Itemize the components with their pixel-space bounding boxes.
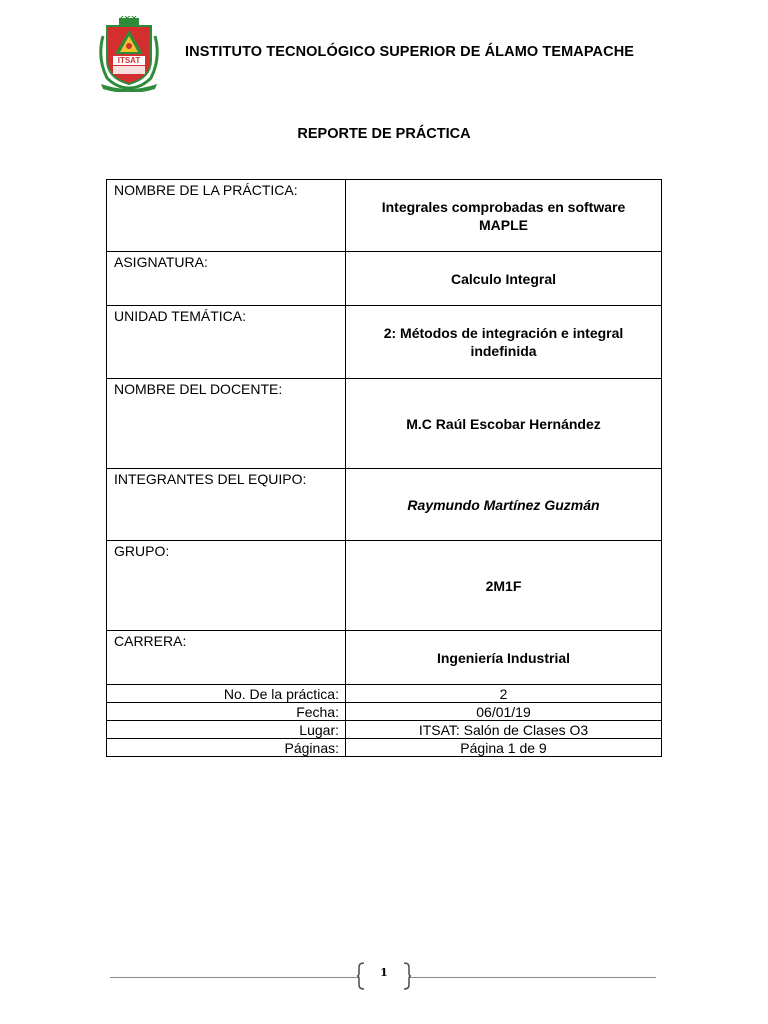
table-row <box>107 739 662 757</box>
table-row <box>107 685 662 703</box>
table-row <box>107 631 662 685</box>
table-row <box>107 306 662 379</box>
table-row <box>107 703 662 721</box>
row-label: INTEGRANTES DEL EQUIPO: <box>107 469 346 541</box>
report-title: REPORTE DE PRÁCTICA <box>297 126 471 142</box>
right-brace-icon <box>402 962 412 990</box>
report-info-table <box>106 179 662 757</box>
table-row <box>107 379 662 469</box>
pages: Página 1 de 9 <box>346 739 662 757</box>
practice-name: Integrales comprobadas en software MAPLE <box>346 180 662 252</box>
table-row <box>107 721 662 739</box>
career: Ingeniería Industrial <box>346 631 662 685</box>
thematic-unit: 2: Métodos de integración e integral indefinida <box>346 306 662 379</box>
row-label: NOMBRE DE LA PRÁCTICA: <box>107 180 346 252</box>
subject: Calculo Integral <box>346 252 662 306</box>
page-number: 1 <box>380 966 388 979</box>
itsat-logo <box>97 16 161 92</box>
row-label: GRUPO: <box>107 541 346 631</box>
detail-key: No. De la práctica: <box>107 685 346 703</box>
location: ITSAT: Salón de Clases O3 <box>346 721 662 739</box>
row-label: UNIDAD TEMÁTICA: <box>107 306 346 379</box>
row-label: CARRERA: <box>107 631 346 685</box>
footer-rule-right <box>410 977 656 978</box>
table-row <box>107 180 662 252</box>
team-members: Raymundo Martínez Guzmán <box>346 469 662 541</box>
detail-key: Lugar: <box>107 721 346 739</box>
detail-key: Páginas: <box>107 739 346 757</box>
group: 2M1F <box>346 541 662 631</box>
logo-text: ITSAT <box>117 56 141 65</box>
table-row <box>107 469 662 541</box>
date: 06/01/19 <box>346 703 662 721</box>
teacher-name: M.C Raúl Escobar Hernández <box>346 379 662 469</box>
footer-rule-left <box>110 977 358 978</box>
row-label: NOMBRE DEL DOCENTE: <box>107 379 346 469</box>
row-label: ASIGNATURA: <box>107 252 346 306</box>
institute-title: INSTITUTO TECNOLÓGICO SUPERIOR DE ÁLAMO TEMAPACHE <box>185 44 635 60</box>
table-row <box>107 541 662 631</box>
practice-number: 2 <box>346 685 662 703</box>
detail-key: Fecha: <box>107 703 346 721</box>
table-row <box>107 252 662 306</box>
left-brace-icon <box>356 962 366 990</box>
